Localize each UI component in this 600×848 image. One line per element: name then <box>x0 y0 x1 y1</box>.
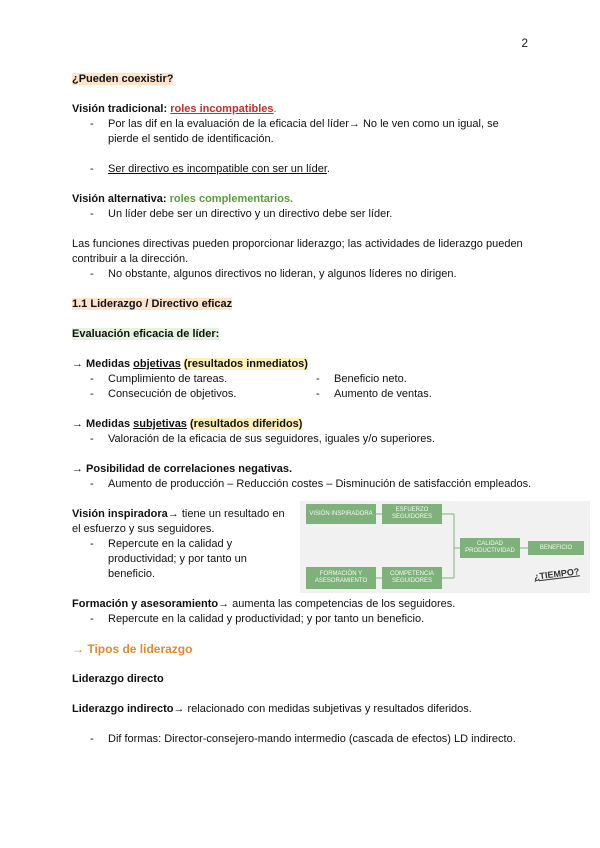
list-item: - Aumento de producción – Reducción costes – Disminución de satisfacción empleados. <box>108 477 532 492</box>
training-text: → aumenta las competencias de los seguidores. <box>218 598 456 610</box>
page-number: 2 <box>521 36 528 50</box>
direct-heading: Liderazgo directo <box>72 673 164 685</box>
inspiring-label: Visión inspiradora <box>72 508 168 520</box>
list-item <box>108 162 532 177</box>
objective-measures <box>72 372 532 402</box>
box-training: FORMACIÓN Y ASESORAMIENTO <box>306 567 376 589</box>
list-item: - Repercute en la calidad y productividad; y por tanto un beneficio. <box>108 612 532 627</box>
training-list <box>72 612 532 627</box>
objective-word: objetivas <box>133 358 181 370</box>
list-item: - Repercute en la calidad y productividad; y por tanto un beneficio. <box>108 537 292 582</box>
list-item: - No obstante, algunos directivos no lideran, y algunos líderes no dirigen. <box>108 267 532 282</box>
indirect-text: → relacionado con medidas subjetivas y resultados diferidos. <box>173 703 472 715</box>
list-item: - Dif formas: Director-consejero-mando intermedio (cascada de efectos) LD indirecto. <box>108 732 532 747</box>
list-item: - Por las dif en la evaluación de la eficacia del líder→ No le ven como un igual, se pierde el sentido de identificación. <box>108 117 532 147</box>
document-body <box>72 72 580 747</box>
negative-heading: → Posibilidad de correlaciones negativas. <box>72 463 293 475</box>
traditional-list <box>72 117 532 147</box>
objective-paren: (resultados inmediatos) <box>183 358 308 370</box>
training-label: Formación y asesoramiento <box>72 598 219 610</box>
list-item: - Aumento de ventas. <box>334 387 524 402</box>
types-heading: → Tipos de liderazgo <box>72 642 193 656</box>
negative-list <box>72 477 532 492</box>
objective-col-2 <box>298 372 524 402</box>
alternative-value: roles complementarios. <box>169 193 294 205</box>
section-heading: 1.1 Liderazgo / Directivo eficaz <box>72 298 233 310</box>
box-vision: VISIÓN INSPIRADORA <box>306 504 376 524</box>
box-benefit: BENEFICIO <box>528 541 584 555</box>
objective-arrow: → Medidas <box>72 358 134 370</box>
time-question: ¿TIEMPO? <box>533 566 580 582</box>
box-quality: CALIDAD PRODUCTIVIDAD <box>460 538 520 558</box>
alternative-label: Visión alternativa: <box>72 193 167 205</box>
inspiring-text: → tiene un resultado en el esfuerzo y sus seguidores. <box>72 508 285 535</box>
indirect-label: Liderazgo indirecto <box>72 703 174 715</box>
evaluation-heading: Evaluación eficacia de líder: <box>72 328 220 340</box>
incompatible-statement: Ser directivo es incompatible con ser un líder <box>108 163 327 175</box>
list-item: - Valoración de la eficacia de sus seguidores, iguales y/o superiores. <box>108 432 532 447</box>
leadership-diagram <box>300 501 590 593</box>
list-item: - Cumplimiento de tareas. <box>108 372 298 387</box>
inspiring-section <box>72 507 580 584</box>
subjective-list <box>72 432 532 447</box>
functions-list <box>72 267 532 282</box>
objective-col-1 <box>72 372 298 402</box>
inspiring-list <box>72 537 292 582</box>
question-title: ¿Pueden coexistir? <box>72 73 174 85</box>
traditional-list-2 <box>72 162 532 177</box>
subjective-paren: (resultados diferidos) <box>190 418 303 430</box>
statement-period: . <box>326 163 330 175</box>
list-item: - Un líder debe ser un directivo y un directivo debe ser líder. <box>108 207 532 222</box>
alternative-list <box>72 207 532 222</box>
indirect-list <box>72 732 532 747</box>
functions-paragraph: Las funciones directivas pueden proporcionar liderazgo; las actividades de liderazgo pueden contribuir a la dirección. <box>72 238 523 265</box>
traditional-period: . <box>273 103 277 115</box>
subjective-arrow: → Medidas <box>72 418 134 430</box>
traditional-label: Visión tradicional: <box>72 103 168 115</box>
box-effort: ESFUERZO SEGUIDORES <box>382 504 442 524</box>
list-item: - Consecución de objetivos. <box>108 387 298 402</box>
list-item: - Beneficio neto. <box>334 372 524 387</box>
subjective-word: subjetivas <box>133 418 187 430</box>
traditional-value: roles incompatibles <box>170 103 274 115</box>
box-competence: COMPETENCIA SEGUIDORES <box>382 567 442 589</box>
